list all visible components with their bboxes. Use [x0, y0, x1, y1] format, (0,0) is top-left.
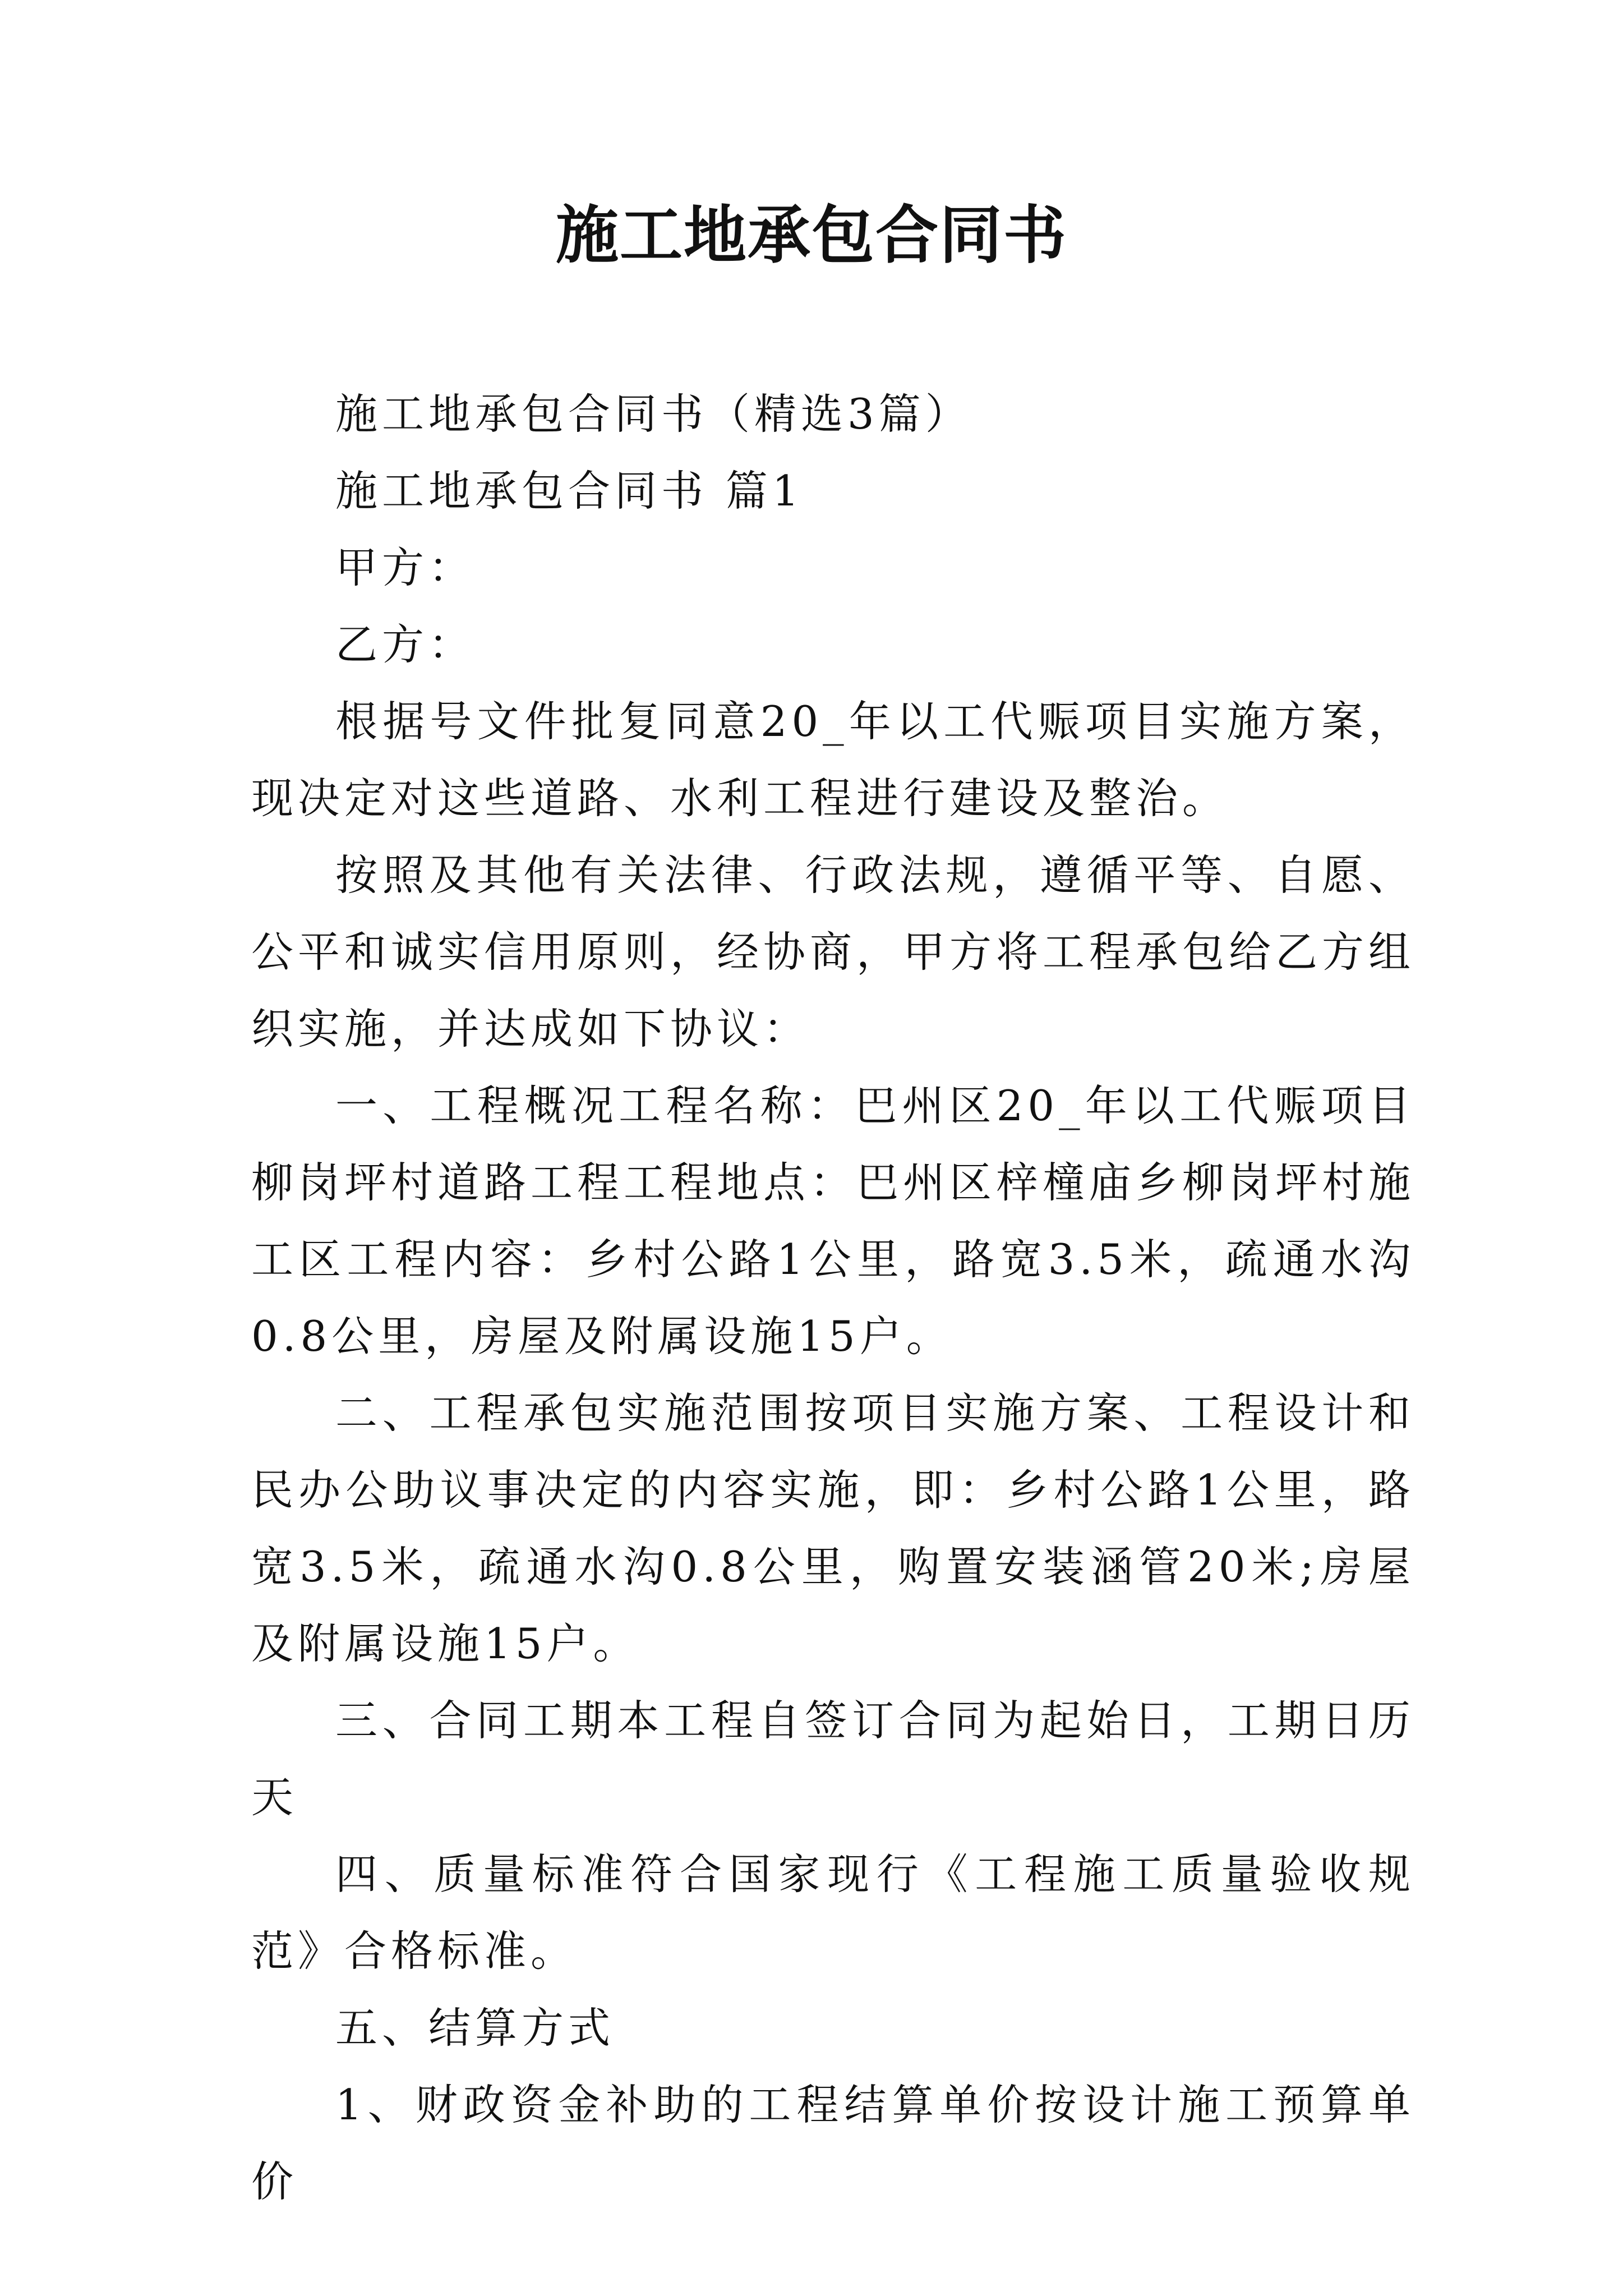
paragraph-collection-title: 施工地承包合同书（精选3篇） — [335, 389, 972, 439]
paragraph-clause-3: 三、合同工期本工程自签订合同为起始日，工期日历天 — [251, 1696, 1415, 1822]
paragraph-clause-4: 四、质量标准符合国家现行《工程施工质量验收规范》合格标准。 — [251, 1849, 1415, 1976]
paragraph-clause-5: 五、结算方式 — [335, 2003, 615, 2053]
paragraph-basis: 根据号文件批复同意20_年以工代赈项目实施方案，现决定对这些道路、水利工程进行建设及整治。 — [251, 697, 1415, 823]
document-title: 施工地承包合同书 — [556, 199, 1067, 272]
paragraph-agreement-intro: 按照及其他有关法律、行政法规，遵循平等、自愿、公平和诚实信用原则，经协商，甲方将工程承包给乙方组织实施，并达成如下协议： — [251, 850, 1415, 1053]
document-body — [251, 376, 1415, 2220]
paragraph-section-heading: 施工地承包合同书 篇1 — [335, 466, 804, 516]
paragraph-clause-1: 一、工程概况工程名称：巴州区20_年以工代赈项目柳岗坪村道路工程工程地点：巴州区梓橦庙乡柳岗坪村施工区工程内容：乡村公路1公里，路宽3.5米，疏通水沟0.8公里，房屋及附属设施15户。 — [251, 1081, 1415, 1361]
paragraph-clause-2: 二、工程承包实施范围按项目实施方案、工程设计和民办公助议事决定的内容实施，即：乡村公路1公里，路宽3.5米，疏通水沟0.8公里，购置安装涵管20米;房屋及附属设施15户。 — [251, 1388, 1415, 1668]
paragraph-party-b: 乙方： — [335, 620, 476, 669]
paragraph-clause-5-item-1: 1、财政资金补助的工程结算单价按设计施工预算单价 — [251, 2080, 1415, 2206]
paragraph-party-a: 甲方： — [335, 543, 476, 592]
